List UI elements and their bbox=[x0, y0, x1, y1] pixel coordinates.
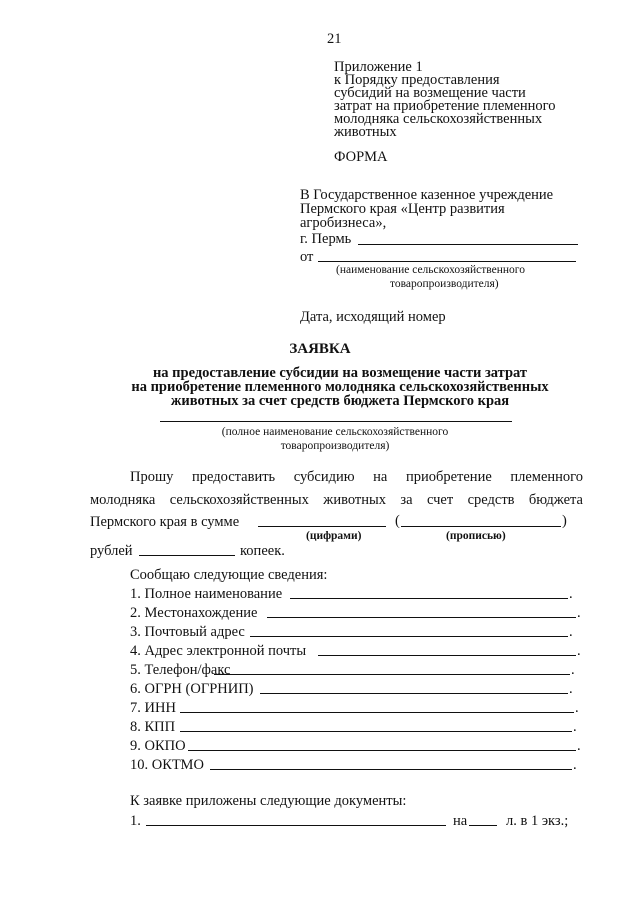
list-item: 7. ИНН bbox=[130, 700, 176, 716]
appendix-line: затрат на приобретение племенного bbox=[334, 98, 556, 114]
from-blank[interactable] bbox=[318, 261, 576, 262]
document-on-label: на bbox=[453, 813, 468, 829]
document-name-blank[interactable] bbox=[146, 825, 446, 826]
ogrn-blank[interactable] bbox=[260, 693, 568, 694]
appendix-line: животных bbox=[334, 124, 397, 140]
application-title: ЗАЯВКА bbox=[289, 341, 351, 357]
info-intro: Сообщаю следующие сведения: bbox=[130, 567, 328, 583]
email-blank[interactable] bbox=[318, 655, 576, 656]
application-subtitle-line: животных за счет средств бюджета Пермского края bbox=[170, 393, 510, 409]
from-note: товаропроизводителя) bbox=[390, 278, 499, 290]
list-item: 8. КПП bbox=[130, 719, 176, 735]
applicant-name-blank[interactable] bbox=[160, 421, 512, 422]
postal-address-blank[interactable] bbox=[250, 636, 568, 637]
list-item: 9. ОКПО bbox=[130, 738, 186, 754]
oktmo-blank[interactable] bbox=[210, 769, 572, 770]
location-blank[interactable] bbox=[267, 617, 576, 618]
request-text-line: молодняка сельскохозяйственных животных за счет средств бюджета bbox=[90, 492, 583, 508]
item-dot: . bbox=[573, 757, 577, 773]
item-dot: . bbox=[569, 624, 573, 640]
city-label: г. Пермь bbox=[300, 231, 352, 247]
applicant-note: (полное наименование сельскохозяйственного bbox=[221, 426, 449, 438]
amount-digits-blank[interactable] bbox=[258, 526, 386, 527]
list-item: 4. Адрес электронной почты bbox=[130, 643, 307, 659]
appendix-line: субсидий на возмещение части bbox=[334, 85, 526, 101]
amount-words-blank[interactable] bbox=[401, 526, 561, 527]
sheets-count-blank[interactable] bbox=[469, 825, 497, 826]
date-number-line: Дата, исходящий номер bbox=[300, 309, 446, 325]
words-caption: (прописью) bbox=[446, 530, 506, 542]
from-note: (наименование сельскохозяйственного bbox=[336, 264, 525, 276]
inn-blank[interactable] bbox=[180, 712, 574, 713]
item-dot: . bbox=[573, 719, 577, 735]
addressee-line: Пермского края «Центр развития bbox=[300, 201, 505, 217]
full-name-blank[interactable] bbox=[290, 598, 568, 599]
item-dot: . bbox=[577, 605, 581, 621]
appendix-line: к Порядку предоставления bbox=[334, 72, 500, 88]
city-blank[interactable] bbox=[358, 244, 578, 245]
rubles-label: рублей bbox=[90, 543, 133, 559]
application-subtitle-line: на предоставление субсидии на возмещение части затрат bbox=[152, 365, 528, 381]
page-number: 21 bbox=[327, 31, 342, 47]
list-item: 10. ОКТМО bbox=[130, 757, 204, 773]
from-label: от bbox=[300, 249, 314, 265]
form-label: ФОРМА bbox=[334, 149, 388, 165]
list-item: 5. Телефон/факс bbox=[130, 662, 231, 678]
addressee-line: агробизнеса», bbox=[300, 215, 387, 231]
item-dot: . bbox=[575, 700, 579, 716]
kopecks-blank[interactable] bbox=[139, 555, 235, 556]
document-item-number: 1. bbox=[130, 813, 141, 829]
open-paren: ( bbox=[395, 513, 400, 529]
list-item: 2. Местонахождение bbox=[130, 605, 258, 621]
item-dot: . bbox=[569, 586, 573, 602]
list-item: 6. ОГРН (ОГРНИП) bbox=[130, 681, 254, 697]
list-item: 3. Почтовый адрес bbox=[130, 624, 245, 640]
appendix-line: молодняка сельскохозяйственных bbox=[334, 111, 543, 127]
kopecks-label: копеек. bbox=[240, 543, 285, 559]
appendix-line: Приложение 1 bbox=[334, 59, 423, 75]
kpp-blank[interactable] bbox=[180, 731, 572, 732]
addressee-line: В Государственное казенное учреждение bbox=[300, 187, 554, 203]
close-paren: ) bbox=[562, 513, 567, 529]
applicant-note: товаропроизводителя) bbox=[280, 440, 390, 452]
item-dot: . bbox=[577, 643, 581, 659]
item-dot: . bbox=[571, 662, 575, 678]
okpo-blank[interactable] bbox=[188, 750, 576, 751]
phone-fax-blank[interactable] bbox=[214, 674, 570, 675]
digits-caption: (цифрами) bbox=[306, 530, 362, 542]
documents-intro: К заявке приложены следующие документы: bbox=[130, 793, 407, 809]
request-text-line: Прошу предоставить субсидию на приобретение племенного bbox=[130, 469, 583, 485]
request-text-line: Пермского края в сумме bbox=[90, 514, 240, 530]
application-subtitle-line: на приобретение племенного молодняка сельскохозяйственных bbox=[131, 379, 549, 395]
list-item: 1. Полное наименование bbox=[130, 586, 283, 602]
item-dot: . bbox=[569, 681, 573, 697]
document-sheets-label: л. в 1 экз.; bbox=[506, 813, 569, 829]
item-dot: . bbox=[577, 738, 581, 754]
